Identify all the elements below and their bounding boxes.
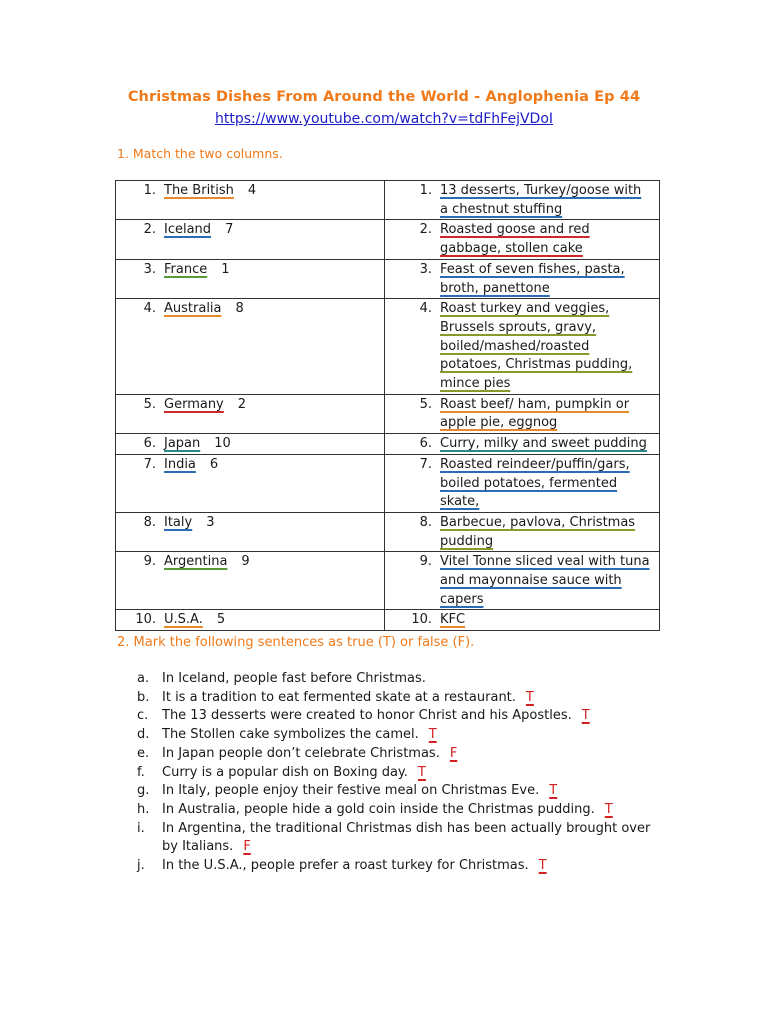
- answer-mark: T: [417, 764, 426, 780]
- list-item: [117, 782, 657, 801]
- statement-text: It is a tradition to eat fermented skate at a restaurant.: [162, 689, 516, 705]
- statement-letter: j.: [137, 858, 145, 874]
- answer-mark: T: [604, 801, 613, 817]
- dish-number: 8.: [419, 514, 432, 530]
- statement-text: In Italy, people enjoy their festive meal on Christmas Eve.: [162, 783, 540, 799]
- list-item: [117, 801, 657, 820]
- list-item: [117, 689, 657, 708]
- answer-mark: T: [525, 689, 534, 705]
- row-number: 3.: [143, 261, 156, 277]
- row-number: 9.: [143, 554, 156, 570]
- row-number: 2.: [143, 222, 156, 238]
- statement-letter: d.: [137, 727, 150, 743]
- dish-number: 3.: [419, 261, 432, 277]
- dish-description: 13 desserts, Turkey/goose with a chestnut stuffing: [440, 183, 642, 217]
- statement-letter: h.: [137, 801, 150, 817]
- country-name: U.S.A.: [164, 612, 203, 628]
- dish-description: Roast turkey and veggies, Brussels sprouts, gravy, boiled/mashed/roasted potatoes, Christmas pudding, mince pies: [440, 301, 633, 392]
- statement-letter: a.: [137, 671, 150, 686]
- video-link[interactable]: https://www.youtube.com/watch?v=tdFhFejVDoI: [214, 111, 554, 127]
- table-row: [116, 552, 660, 610]
- table-row: [116, 394, 660, 433]
- row-number: 7.: [143, 456, 156, 472]
- dish-description: Roasted reindeer/puffin/gars, boiled potatoes, fermented skate,: [440, 456, 630, 510]
- match-answer: 6: [209, 456, 219, 472]
- match-answer: 4: [247, 183, 257, 198]
- table-row: [116, 454, 660, 512]
- list-item: [117, 745, 657, 764]
- match-answer: 8: [235, 301, 244, 317]
- dish-description: Roasted goose and red gabbage, stollen cake: [440, 222, 590, 257]
- match-answer: 5: [216, 612, 226, 628]
- table-row: [116, 220, 660, 259]
- list-item: [117, 707, 657, 726]
- statement-text: Curry is a popular dish on Boxing day.: [162, 764, 408, 780]
- section-2-instruction: 2. Mark the following sentences as true (T) or false (F).: [117, 635, 475, 650]
- statement-letter: e.: [137, 745, 150, 761]
- answer-mark: T: [581, 708, 590, 724]
- statement-text: The Stollen cake symbolizes the camel.: [162, 727, 419, 743]
- true-false-list: [117, 670, 657, 876]
- table-row: [116, 610, 660, 631]
- dish-number: 7.: [419, 456, 432, 472]
- match-answer: 2: [237, 396, 247, 412]
- country-name: Germany: [164, 396, 224, 412]
- country-name: France: [164, 261, 208, 277]
- page-title: Christmas Dishes From Around the World - Anglophenia Ep 44: [127, 89, 641, 105]
- country-name: Iceland: [164, 222, 212, 238]
- row-number: 8.: [143, 514, 156, 530]
- country-name: Australia: [164, 301, 222, 317]
- dish-number: 6.: [419, 436, 432, 452]
- dish-description: KFC: [440, 612, 466, 628]
- statement-letter: g.: [137, 783, 150, 799]
- list-item: [117, 764, 657, 783]
- answer-mark: T: [549, 783, 558, 799]
- country-name: Japan: [164, 436, 201, 452]
- dish-number: 1.: [419, 183, 432, 198]
- statement-text: The 13 desserts were created to honor Christ and his Apostles.: [162, 708, 572, 724]
- country-name: Italy: [164, 514, 193, 530]
- match-table: [115, 180, 660, 631]
- statement-text: In the U.S.A., people prefer a roast turkey for Christmas.: [162, 858, 529, 874]
- match-answer: 10: [214, 436, 231, 452]
- dish-description: Curry, milky and sweet pudding: [440, 436, 647, 452]
- list-item: [117, 857, 657, 876]
- table-row: [116, 181, 660, 220]
- statement-letter: f.: [137, 764, 145, 780]
- answer-mark: T: [538, 858, 547, 874]
- dish-number: 2.: [419, 222, 432, 238]
- statement-text: In Argentina, the traditional Christmas dish has been actually brought over by Italians.: [162, 820, 651, 855]
- match-answer: 1: [221, 261, 230, 277]
- statement-letter: i.: [137, 820, 145, 836]
- dish-description: Vitel Tonne sliced veal with tuna and mayonnaise sauce with capers: [440, 554, 650, 607]
- dish-description: Roast beef/ ham, pumpkin or apple pie, eggnog: [440, 396, 630, 431]
- table-row: [116, 512, 660, 551]
- dish-number: 4.: [419, 301, 432, 317]
- table-row: [116, 434, 660, 455]
- country-name: India: [164, 456, 196, 472]
- match-answer: 9: [241, 554, 250, 570]
- country-name: Argentina: [164, 554, 228, 570]
- answer-mark: F: [449, 745, 458, 761]
- section-1-instruction: 1. Match the two columns.: [117, 146, 283, 161]
- statement-text: In Australia, people hide a gold coin inside the Christmas pudding.: [162, 801, 595, 817]
- statement-letter: b.: [137, 689, 150, 705]
- dish-description: Feast of seven fishes, pasta, broth, panettone: [440, 261, 625, 296]
- statement-letter: c.: [137, 708, 149, 724]
- list-item: [117, 726, 657, 745]
- row-number: 1.: [143, 183, 156, 198]
- statement-text: In Iceland, people fast before Christmas.: [162, 671, 426, 686]
- table-row: [116, 299, 660, 395]
- answer-mark: F: [243, 839, 251, 855]
- answer-mark: T: [428, 727, 437, 743]
- match-answer: 3: [206, 514, 215, 530]
- dish-number: 10.: [411, 612, 432, 628]
- country-name: The British: [164, 183, 234, 198]
- row-number: 6.: [143, 436, 156, 452]
- dish-number: 5.: [419, 396, 432, 412]
- dish-description: Barbecue, pavlova, Christmas pudding: [440, 514, 636, 549]
- list-item: [117, 670, 657, 689]
- table-row: [116, 259, 660, 298]
- statement-text: In Japan people don’t celebrate Christmas.: [162, 745, 440, 761]
- dish-number: 9.: [419, 554, 432, 570]
- list-item: [117, 820, 657, 857]
- match-answer: 7: [225, 222, 234, 238]
- row-number: 5.: [143, 396, 156, 412]
- row-number: 10.: [135, 612, 156, 628]
- row-number: 4.: [143, 301, 156, 317]
